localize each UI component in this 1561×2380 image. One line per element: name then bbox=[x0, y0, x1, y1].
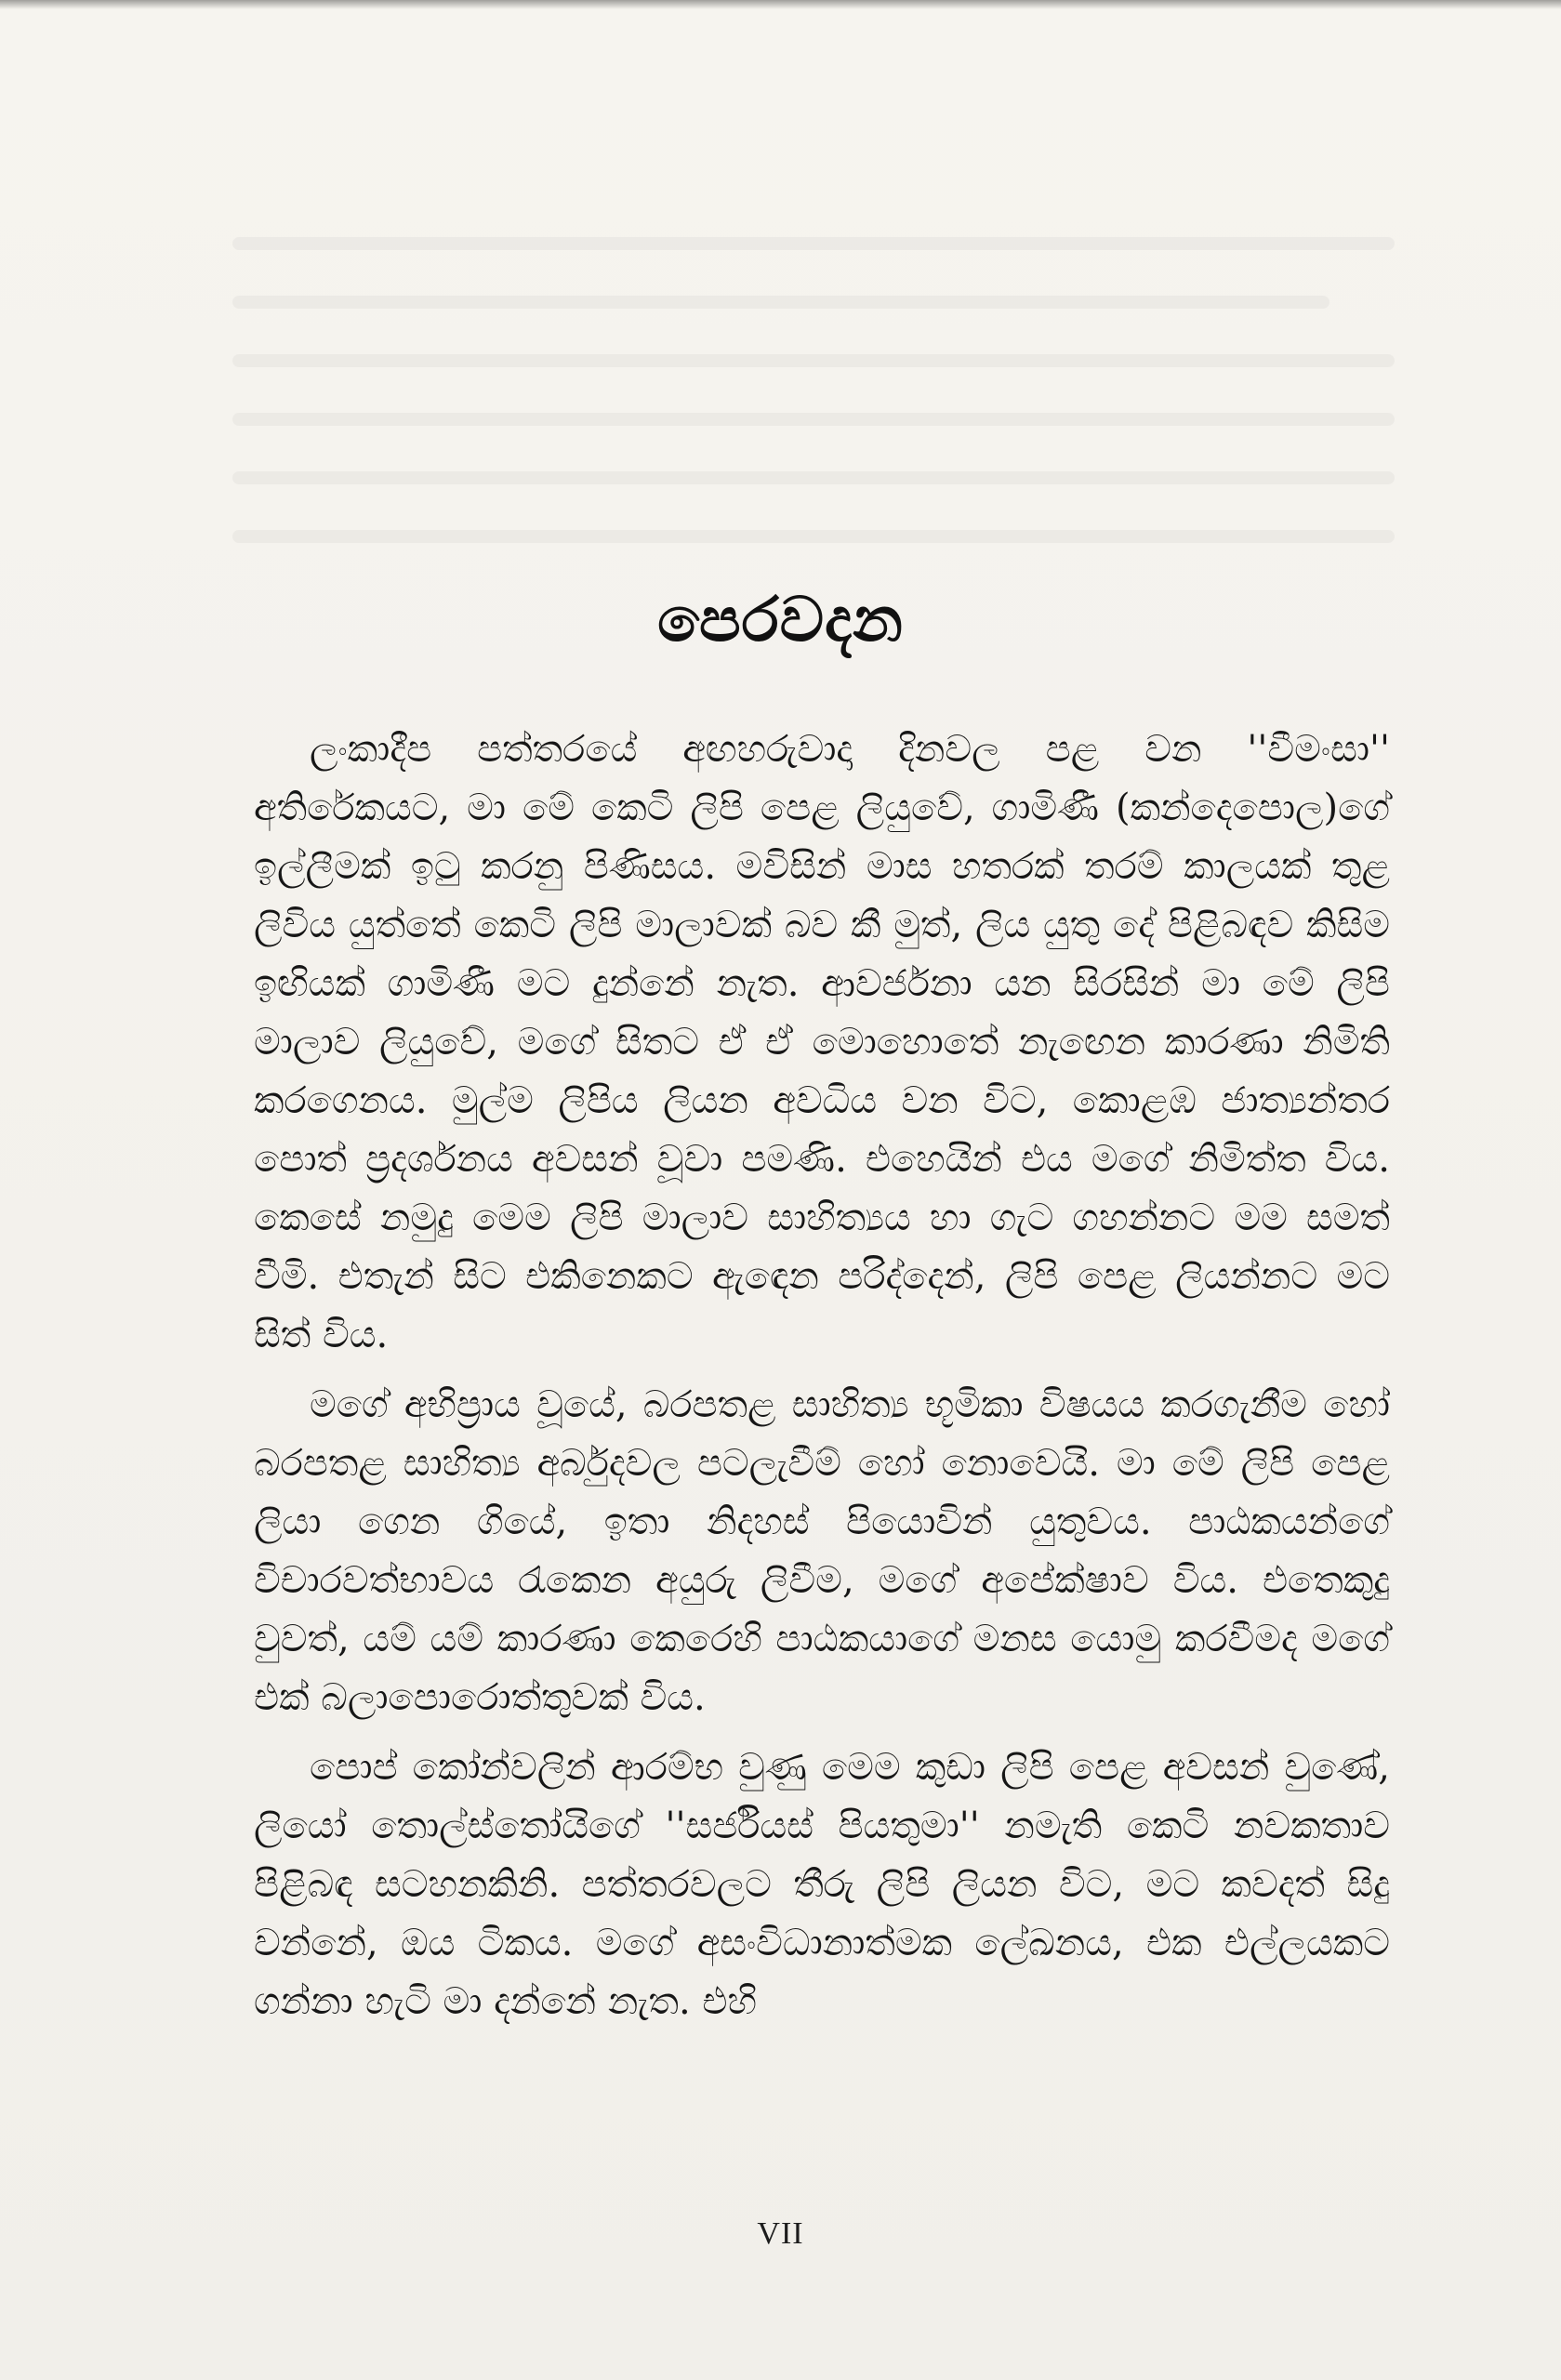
paragraph-1: ලංකාදීප පත්තරයේ අඟහරුවාදා දිනවල පළ වන ''වීමංසා'' අතිරේකයට, මා මේ කෙටි ලිපි පෙළ ලියුවේ, ගාමිණී (කන්දෙපොල)ගේ ඉල්ලීමක් ඉටු කරනු පිණිසය. මවිසින් මාස හතරක් තරම් කාලයක් තුළ ලිවිය යුත්තේ කෙටි ලිපි මාලාවක් බව කී මුත්, ලිය යුතු දේ පිළිබඳව කිසිම ඉඟියක් ගාමිණී මට දුන්නේ නැත. ආවර්ජනා යන සිරසින් මා මේ ලිපි මාලාව ලියුවේ, මගේ සිතට ඒ ඒ මොහොතේ නැඟෙන කාරණා නිමිති කරගෙනය. මුල්ම ලිපිය ලියන අවධිය වන විට, කොළඹ ජාත්‍යන්තර පොත් ප්‍රදර්ශනය අවසන් වූවා පමණි. එහෙයින් එය මගේ නිමිත්ත විය. කෙසේ නමුදු මෙම ලිපි මාලාව සාහිත්‍යය හා ගැට ගහන්නට මම සමත් වීමි. එතැන් සිට එකිනෙකට ඇඳෙන පරිද්දෙන්, ලිපි පෙළ ලියන්නට මට සිත් විය. bbox=[254, 728, 1390, 1356]
show-through-line bbox=[232, 413, 1395, 426]
show-through-line bbox=[232, 237, 1395, 250]
paragraph-3: පොප් කෝන්වලින් ආරම්භ වුණු මෙම කුඩා ලිපි පෙළ අවසන් වුණේ, ලියෝ තොල්ස්තෝයිගේ ''සර්ජියස් පියතුමා'' නමැති කෙටි නවකතාව පිළිබඳ සටහනකිනි. පත්තරවලට තීරු ලිපි ලියන විට, මට කවදත් සිදු වන්නේ, ඔය ටිකය. මගේ අසංවිධානාත්මක ලේඛනය, එක එල්ලයකට ගන්නා හැටි මා දන්නේ නැත. එහි bbox=[254, 1746, 1390, 2023]
show-through-line bbox=[232, 471, 1395, 484]
page-title: පෙරවදන bbox=[657, 584, 904, 655]
body-text bbox=[254, 721, 1390, 2043]
page-number: VII bbox=[757, 2216, 804, 2251]
paragraph-2: මගේ අභිප්‍රාය වූයේ, බරපතළ සාහිත්‍ය භූමිකා විෂයය කරගැනීම හෝ බරපතළ සාහිත්‍ය අර්බුදවල පටලැවීම් හෝ නොවෙයි. මා මේ ලිපි පෙළ ලියා ගෙන ගියේ, ඉතා නිදහස් පියොවින් යුතුවය. පාඨකයන්ගේ විචාරවත්භාවය රැකෙන අයුරු ලිවීම, මගේ අපේක්ෂාව විය. එතෙකුදු වුවත්, යම් යම් කාරණා කෙරෙහි පාඨකයාගේ මනස යොමු කරවීමද මගේ එක් බලාපොරොත්තුවක් විය. bbox=[254, 1383, 1390, 1719]
show-through-line bbox=[232, 354, 1395, 367]
show-through-line bbox=[232, 530, 1395, 543]
show-through-line bbox=[232, 296, 1329, 309]
page-top-shadow bbox=[0, 0, 1561, 9]
